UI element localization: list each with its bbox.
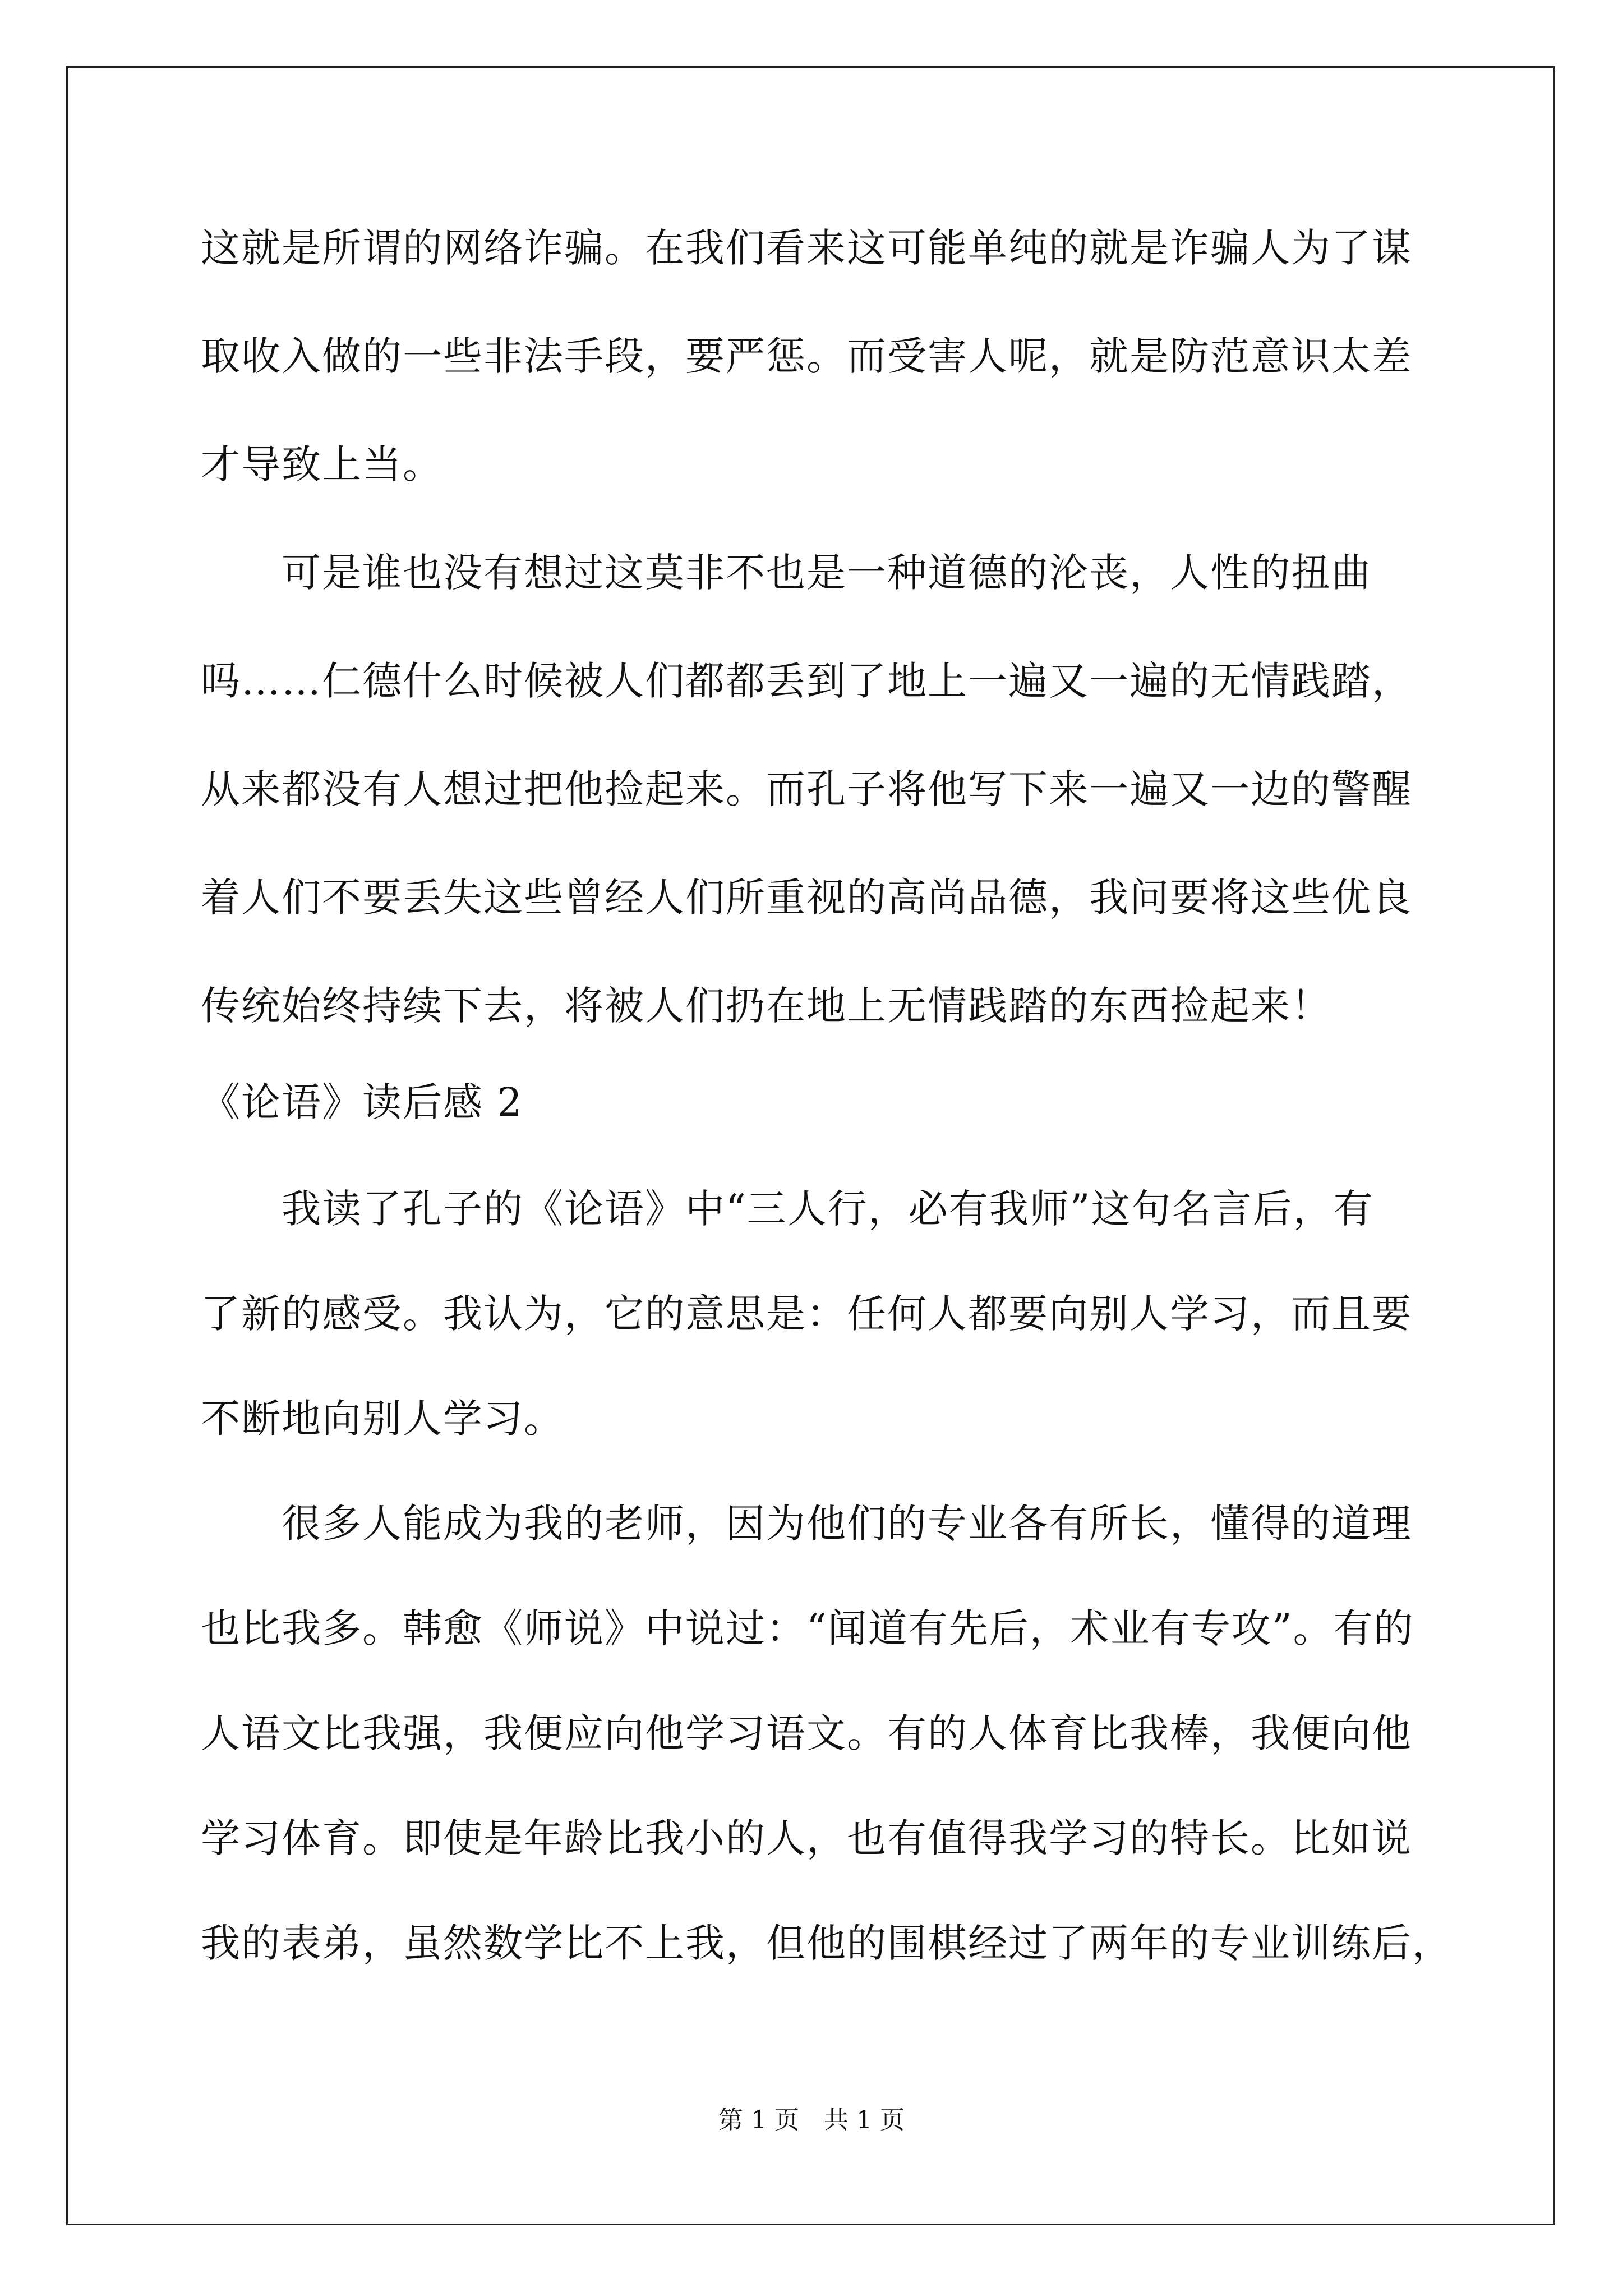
text-line: 可是谁也没有想过这莫非不也是一种道德的沦丧，人性的扭曲 [201, 550, 1372, 596]
text-line: 吗……仁德什么时候被人们都都丢到了地上一遍又一遍的无情践踏， [201, 658, 1412, 704]
text-line: 也比我多。韩愈《师说》中说过：“闻道有先后，术业有专攻”。有的 [201, 1605, 1414, 1651]
text-line: 取收入做的一些非法手段，要严惩。而受害人呢，就是防范意识太差 [201, 333, 1412, 379]
page-footer: 第 1 页 共 1 页 [718, 2106, 905, 2134]
text-line: 着人们不要丢失这些曾经人们所重视的高尚品德，我问要将这些优良 [201, 875, 1412, 921]
text-line: 了新的感受。我认为，它的意思是：任何人都要向别人学习，而且要 [201, 1291, 1412, 1337]
text-line: 我读了孔子的《论语》中“三人行，必有我师”这句名言后，有 [201, 1186, 1374, 1232]
section-heading: 《论语》读后感 2 [201, 1079, 523, 1125]
page-border [66, 66, 1555, 2225]
text-line: 人语文比我强，我便应向他学习语文。有的人体育比我棒，我便向他 [201, 1710, 1412, 1756]
text-line: 学习体育。即使是年龄比我小的人，也有值得我学习的特长。比如说 [201, 1815, 1412, 1861]
text-line: 这就是所谓的网络诈骗。在我们看来这可能单纯的就是诈骗人为了谋 [201, 225, 1412, 271]
text-line: 传统始终持续下去，将被人们扔在地上无情践踏的东西捡起来！ [201, 983, 1331, 1029]
text-line: 我的表弟，虽然数学比不上我，但他的围棋经过了两年的专业训练后， [201, 1920, 1453, 1966]
text-line: 才导致上当。 [201, 441, 443, 487]
text-line: 从来都没有人想过把他捡起来。而孔子将他写下来一遍又一边的警醒 [201, 766, 1412, 812]
text-line: 很多人能成为我的老师，因为他们的专业各有所长，懂得的道理 [201, 1501, 1412, 1547]
text-line: 不断地向别人学习。 [201, 1396, 564, 1442]
